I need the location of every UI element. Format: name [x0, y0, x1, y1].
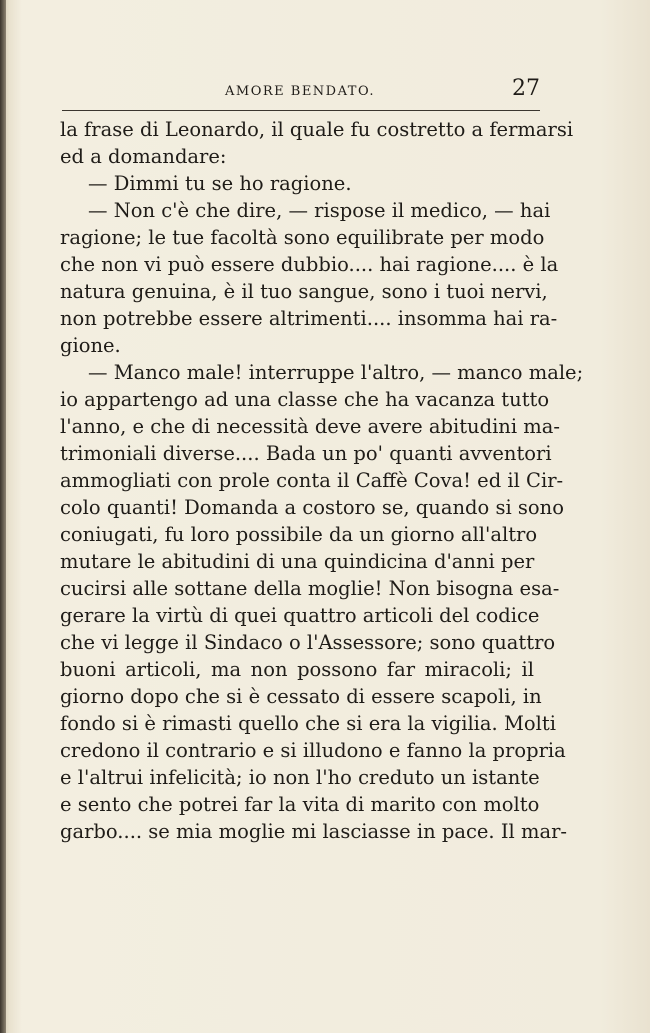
- text-line: gerare la virtù di quei quattro articoli del codice: [60, 604, 540, 627]
- text-line: — Manco male! interruppe l'altro, — manco male;: [88, 361, 584, 384]
- text-line: ed a domandare:: [60, 145, 227, 168]
- page-header: [60, 76, 540, 106]
- text-line: gione.: [60, 334, 121, 357]
- page-spine-shadow: [0, 0, 6, 1033]
- text-line: fondo si è rimasti quello che si era la vigilia. Molti: [60, 712, 556, 735]
- text-line: che vi legge il Sindaco o l'Assessore; sono quattro: [60, 631, 556, 654]
- text-line: io appartengo ad una classe che ha vacanza tutto: [60, 388, 550, 411]
- text-line: non potrebbe essere altrimenti.... insomma hai ra-: [60, 307, 558, 330]
- text-line: — Dimmi tu se ho ragione.: [88, 172, 352, 195]
- text-line: e l'altrui infelicità; io non l'ho creduto un istante: [60, 766, 540, 789]
- text-line: buoni articoli, ma non possono far miracoli; il: [60, 658, 534, 681]
- text-line: giorno dopo che si è cessato di essere scapoli, in: [60, 685, 542, 708]
- text-line: ragione; le tue facoltà sono equilibrate per modo: [60, 226, 545, 249]
- header-rule: [62, 110, 540, 111]
- page-number: 27: [512, 76, 540, 101]
- text-line: cucirsi alle sottane della moglie! Non bisogna esa-: [60, 577, 560, 600]
- text-line: coniugati, fu loro possibile da un giorno all'altro: [60, 523, 538, 546]
- body-text: [60, 116, 584, 845]
- text-line: mutare le abitudini di una quindicina d'anni per: [60, 550, 535, 573]
- text-line: che non vi può essere dubbio.... hai ragione.... è la: [60, 253, 559, 276]
- text-line: e sento che potrei far la vita di marito con molto: [60, 793, 540, 816]
- text-line: — Non c'è che dire, — rispose il medico, — hai: [88, 199, 551, 222]
- text-line: la frase di Leonardo, il quale fu costretto a fermarsi: [60, 118, 574, 141]
- text-line: credono il contrario e si illudono e fanno la propria: [60, 739, 566, 762]
- text-line: ammogliati con prole conta il Caffè Cova! ed il Cir-: [60, 469, 564, 492]
- text-line: natura genuina, è il tuo sangue, sono i tuoi nervi,: [60, 280, 548, 303]
- text-line: colo quanti! Domanda a costoro se, quando si sono: [60, 496, 564, 519]
- text-line: garbo.... se mia moglie mi lasciasse in pace. Il mar-: [60, 820, 567, 843]
- text-line: trimoniali diverse.... Bada un po' quanti avventori: [60, 442, 552, 465]
- text-line: l'anno, e che di necessità deve avere abitudini ma-: [60, 415, 561, 438]
- running-title: AMORE BENDATO.: [225, 84, 375, 99]
